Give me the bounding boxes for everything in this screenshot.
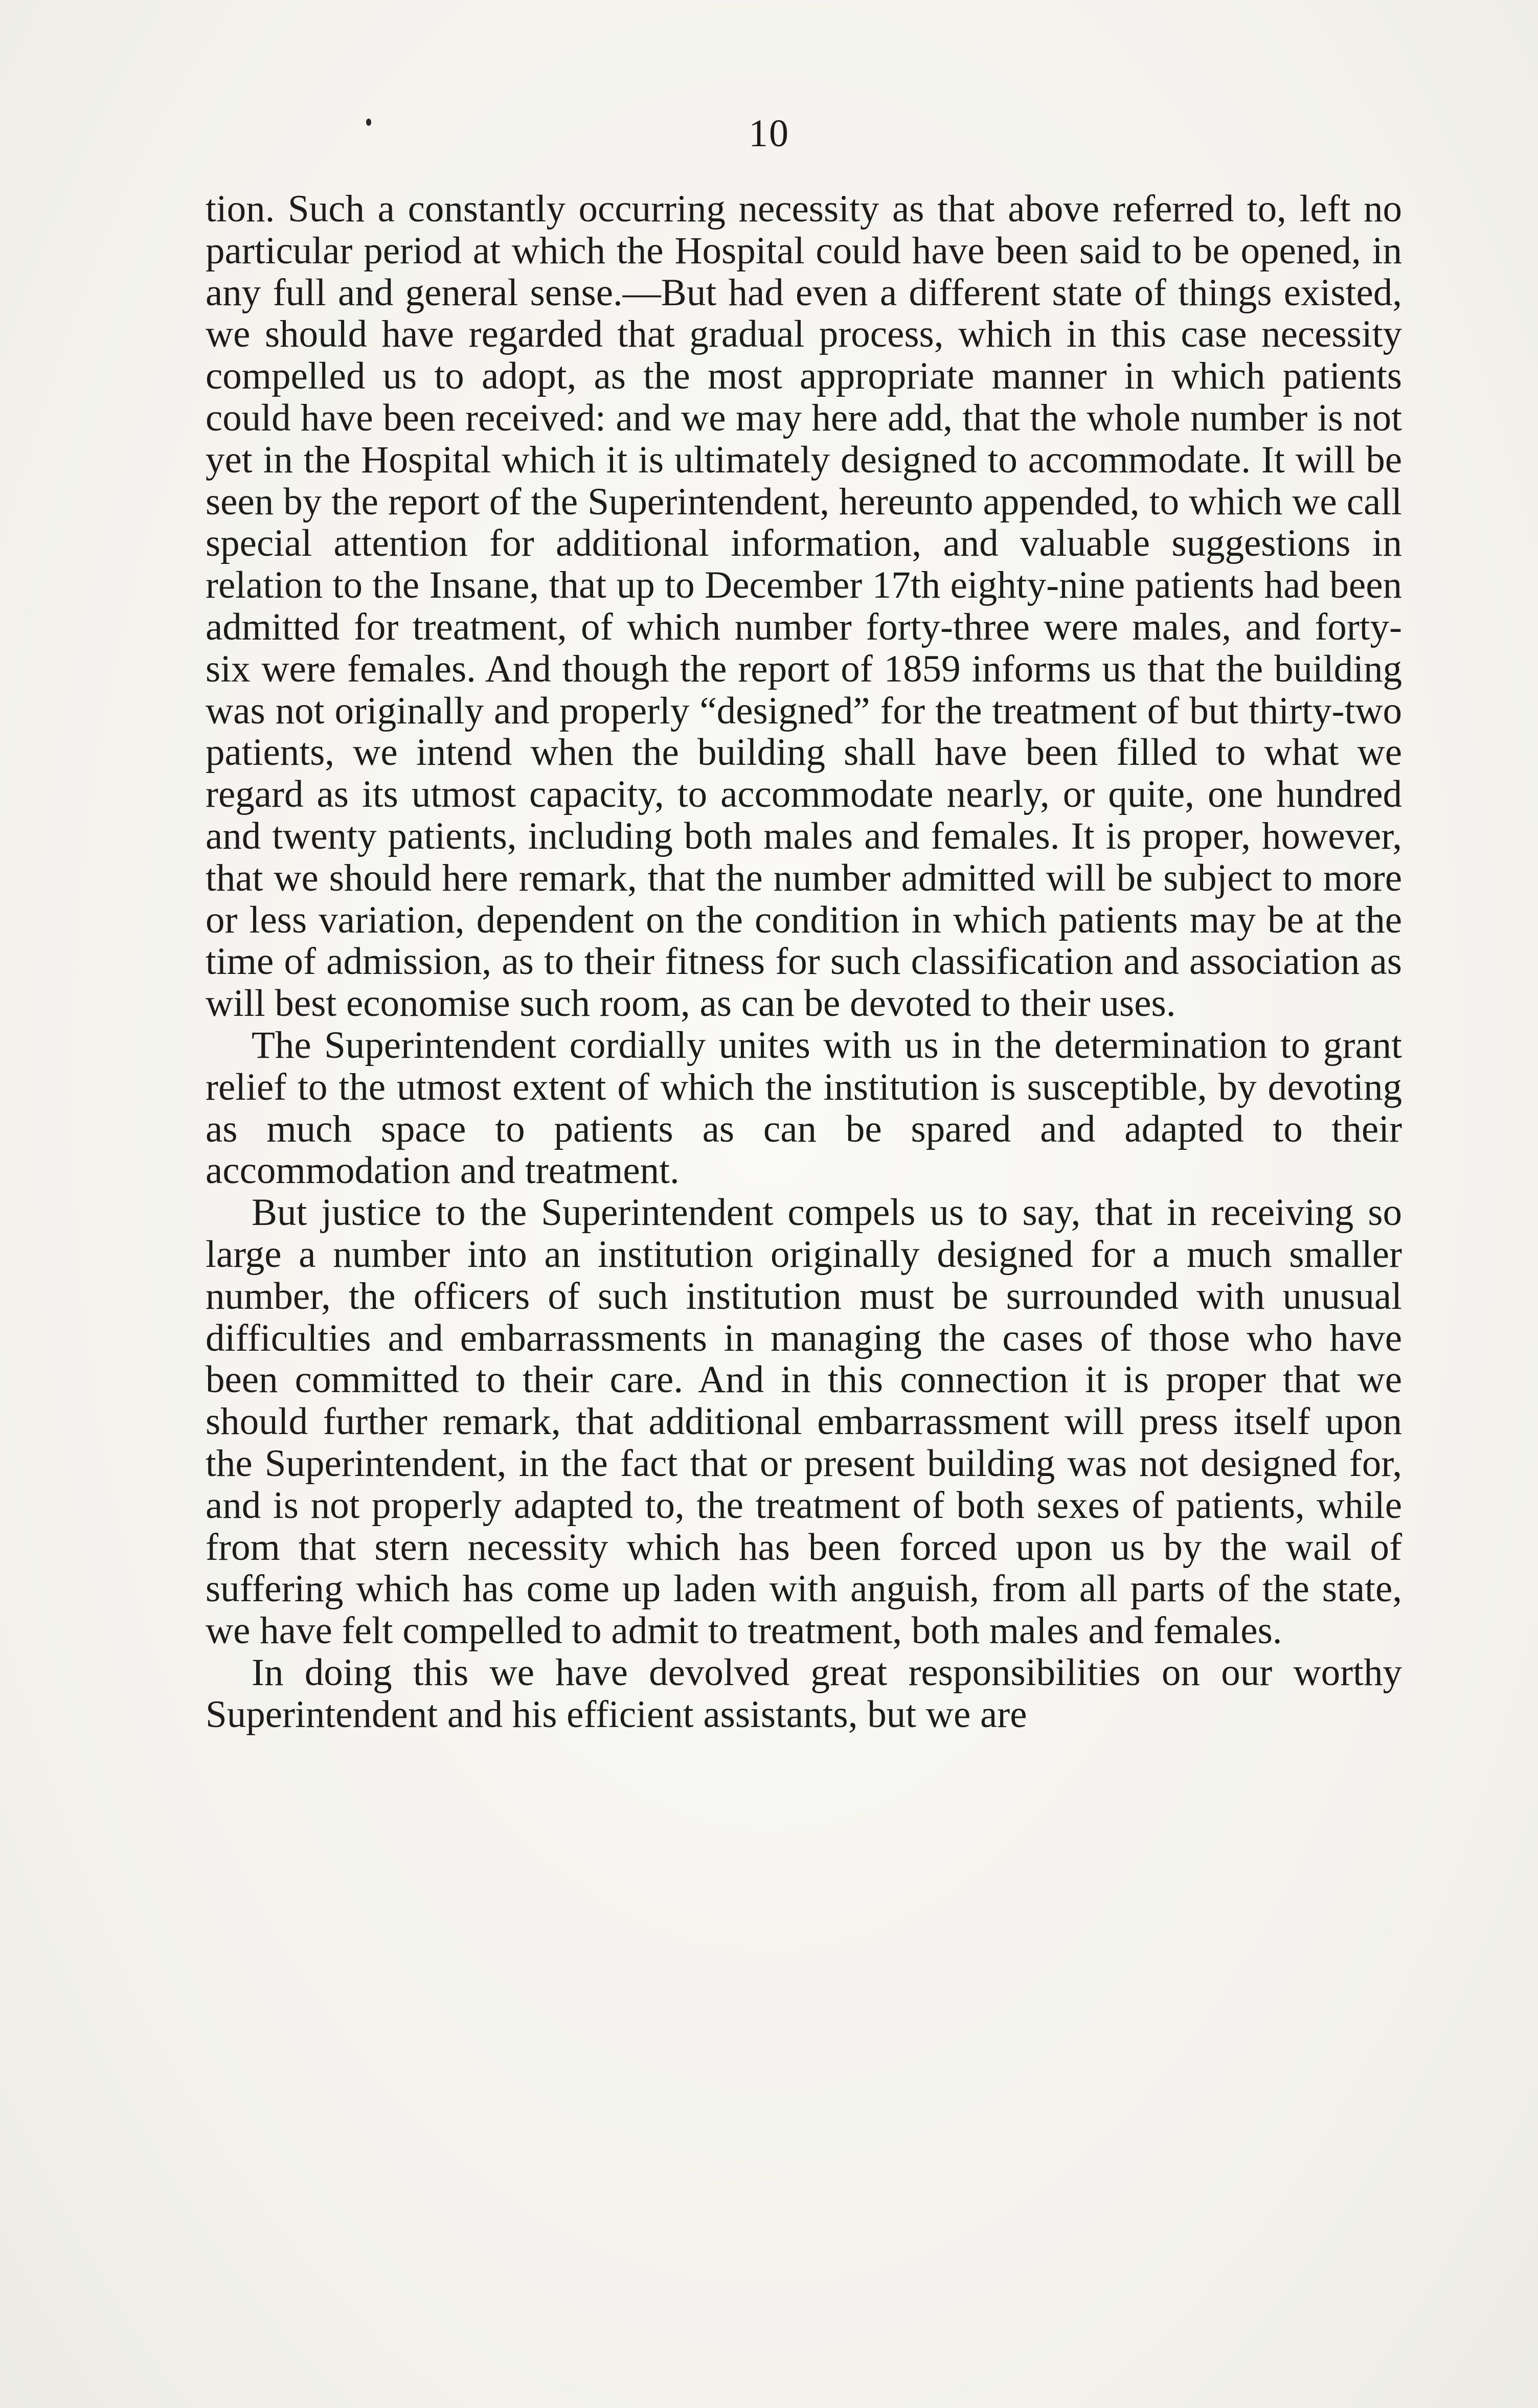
paragraph-4: In doing this we have devolved great responsibilities on our worthy Superintendent and his efficient assistants, but we are <box>206 1651 1402 1736</box>
paragraph-1: tion. Such a constantly occurring necessity as that above referred to, left no particular period at which the Hospital could have been said to be opened, in any full and general sense.—But had even a different state of things existed, we should have regarded that gradual process, which in this case necessity compelled us to adopt, as the most appropriate manner in which patients could have been received: and we may here add, that the whole number is not yet in the Hospital which it is ultimately designed to accommodate. It will be seen by the report of the Superintendent, hereunto appended, to which we call special attention for additional information, and valuable suggestions in relation to the Insane, that up to December 17th eighty-nine patients had been admitted for treatment, of which number forty-three were males, and forty-six were females. And though the report of 1859 informs us that the building was not originally and properly “designed” for the treatment of but thirty-two patients, we intend when the building shall have been filled to what we regard as its utmost capacity, to accommodate nearly, or quite, one hundred and twenty patients, including both males and females. It is proper, however, that we should here remark, that the number admitted will be subject to more or less variation, dependent on the condition in which patients may be at the time of admission, as to their fitness for such classification and association as will best economise such room, as can be devoted to their uses. <box>206 188 1402 1025</box>
paragraph-3: But justice to the Superintendent compels us to say, that in receiving so large a number into an institution originally designed for a much smaller number, the officers of such institution must be surrounded with unusual difficulties and embarrassments in managing the cases of those who have been committed to their care. And in this connection it is proper that we should further remark, that additional embarrassment will press itself upon the Superintendent, in the fact that or present building was not designed for, and is not properly adapted to, the treatment of both sexes of patients, while from that stern necessity which has been forced upon us by the wail of suffering which has come up laden with anguish, from all parts of the state, we have felt compelled to admit to treatment, both males and females. <box>206 1191 1402 1652</box>
body-text <box>206 188 1402 1735</box>
paragraph-2: The Superintendent cordially unites with us in the determination to grant relief to the utmost extent of which the institution is susceptible, by devoting as much space to patients as can be spared and adapted to their accommodation and treatment. <box>206 1024 1402 1192</box>
page-number: 10 <box>749 112 789 155</box>
